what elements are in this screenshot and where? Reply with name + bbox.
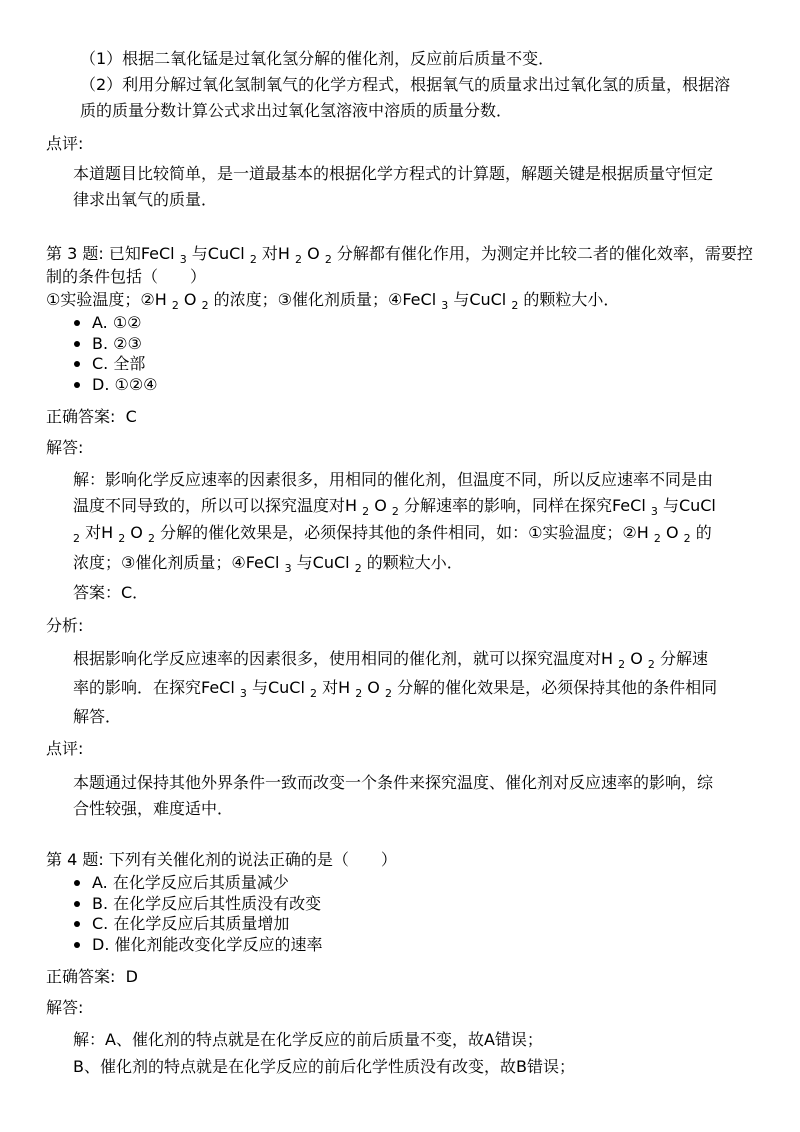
- solution-line: 浓度；③催化剂质量；④FeCl $_3$ 与CuCl $_2$ 的颗粒大小．: [73, 553, 463, 575]
- comment-line: 本道题目比较简单，是一道最基本的根据化学方程式的计算题，解题关键是根据质量守恒定: [73, 164, 714, 183]
- answer-row: [46, 966, 138, 988]
- section-label: 分析:: [46, 616, 84, 635]
- analysis-line: 解答．: [73, 707, 122, 726]
- option-a: A. 在化学反应后其质量减少: [74, 873, 323, 894]
- option-a: A. ①②: [74, 313, 158, 334]
- solution-line: 解：A、催化剂的特点就是在化学反应的前后质量不变，故A错误；: [73, 1030, 543, 1049]
- question-3-stem: 第 3 题: 已知FeCl $_3$ 与CuCl $_2$ 对H $_2$ O $_2$ 分解都有催化作用，为测定并比较二者的催化效率，需要控: [46, 244, 753, 266]
- answer-value: D: [125, 967, 138, 986]
- option-b: B. 在化学反应后其性质没有改变: [74, 894, 323, 915]
- analysis-line: 率的影响．在探究FeCl $_3$ 与CuCl $_2$ 对H $_2$ O $_2$ 分解的催化效果是，必须保持其他的条件相同: [73, 678, 718, 700]
- option-b: B. ②③: [74, 334, 158, 355]
- section-label: 解答:: [46, 998, 84, 1017]
- prev-analysis-line: 质的质量分数计算公式求出过氧化氢溶液中溶质的质量分数．: [80, 101, 513, 120]
- solution-line: 解：影响化学反应速率的因素很多，用相同的催化剂，但温度不同，所以反应速率不同是由: [73, 470, 714, 489]
- option-d: D. ①②④: [74, 375, 158, 396]
- prev-analysis-line: （1）根据二氧化锰是过氧化氢分解的催化剂，反应前后质量不变．: [80, 49, 555, 68]
- question-4-options: [74, 873, 323, 955]
- answer-label: 正确答案:: [46, 407, 116, 426]
- answer-row: [46, 406, 137, 428]
- prev-analysis-line: （2）利用分解过氧化氢制氧气的化学方程式，根据氧气的质量求出过氧化氢的质量，根据溶: [80, 75, 731, 94]
- option-d: D. 催化剂能改变化学反应的速率: [74, 935, 323, 956]
- section-label: 点评:: [46, 739, 84, 758]
- option-c: C. 全部: [74, 354, 158, 375]
- answer-value: C: [125, 407, 137, 426]
- question-3-options: [74, 313, 158, 395]
- solution-line: B、催化剂的特点就是在化学反应的前后化学性质没有改变，故B错误；: [73, 1057, 575, 1076]
- solution-line: 温度不同导致的，所以可以探究温度对H $_2$ O $_2$ 分解速率的影响，同样在探究FeCl $_3$ 与CuCl: [73, 496, 716, 518]
- solution-answer: 答案：C．: [73, 583, 149, 602]
- question-3-conditions: ①实验温度；②H $_2$ O $_2$ 的浓度；③催化剂质量；④FeCl $_3$ 与CuCl $_2$ 的颗粒大小．: [46, 290, 620, 312]
- solution-line: $_2$ 对H $_2$ O $_2$ 分解的催化效果是，必须保持其他的条件相同，如：①实验温度；②H $_2$ O $_2$ 的: [73, 523, 712, 545]
- comment-line: 合性较强，难度适中．: [73, 799, 234, 818]
- analysis-line: 根据影响化学反应速率的因素很多，使用相同的催化剂，就可以探究温度对H $_2$ O $_2$ 分解速: [73, 649, 708, 671]
- section-label: 解答:: [46, 438, 84, 457]
- comment-line: 本题通过保持其他外界条件一致而改变一个条件来探究温度、催化剂对反应速率的影响，综: [73, 773, 714, 792]
- answer-label: 正确答案:: [46, 967, 116, 986]
- question-3-stem: 制的条件包括（ ）: [46, 267, 207, 286]
- section-label: 点评:: [46, 134, 84, 153]
- option-c: C. 在化学反应后其质量增加: [74, 914, 323, 935]
- question-4-stem: 第 4 题: 下列有关催化剂的说法正确的是（ ）: [46, 850, 397, 869]
- comment-line: 律求出氧气的质量．: [73, 190, 218, 209]
